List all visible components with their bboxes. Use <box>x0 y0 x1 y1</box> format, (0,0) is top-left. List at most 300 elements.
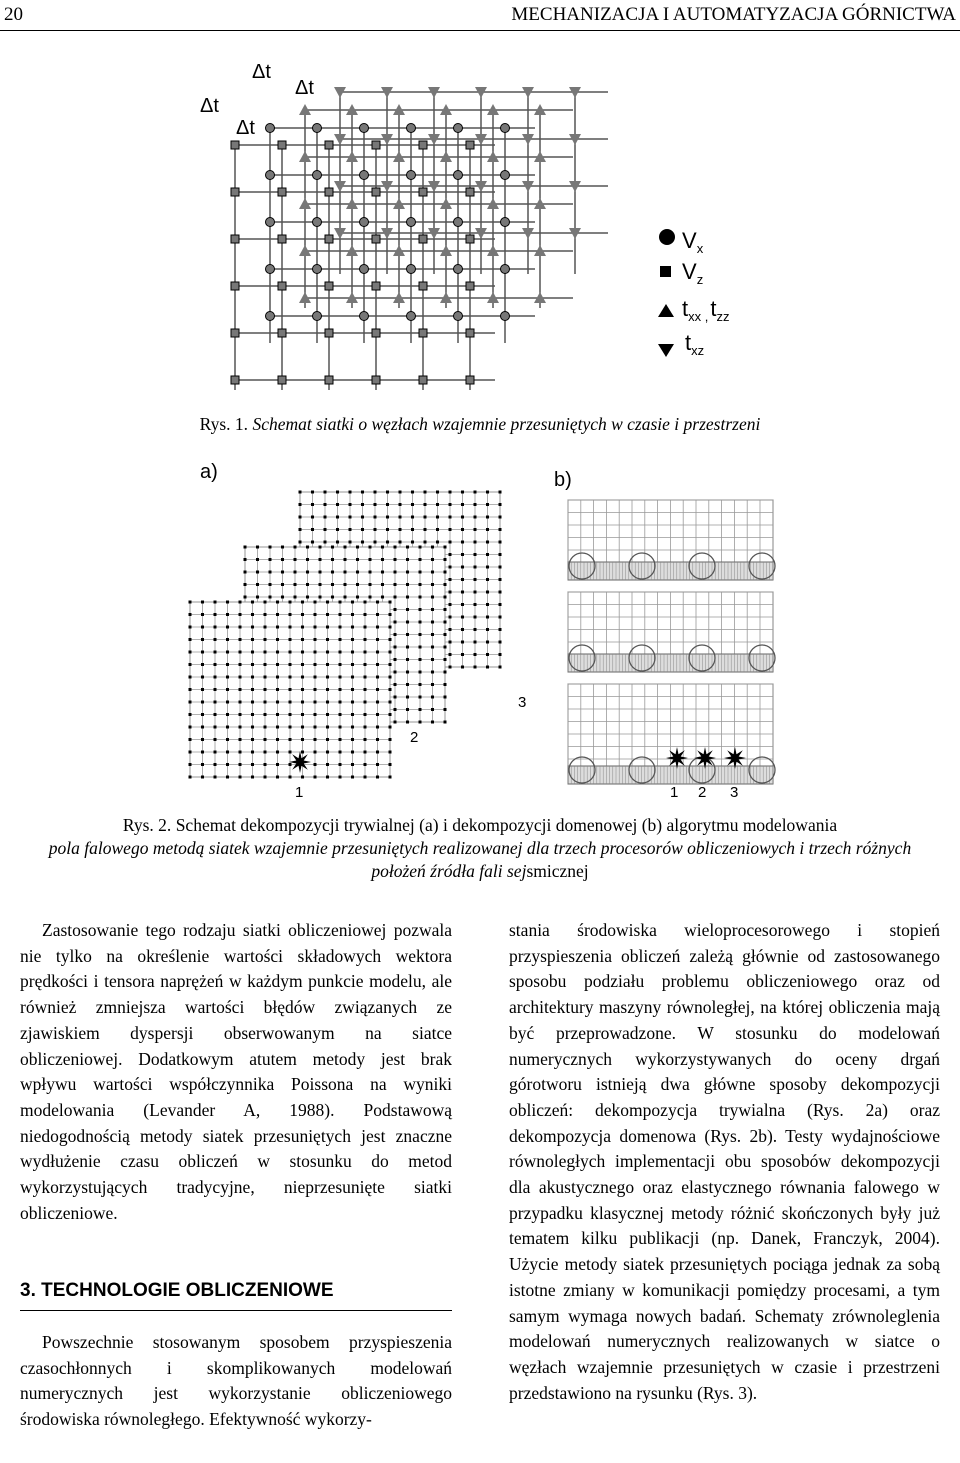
grid-node <box>314 776 317 779</box>
grid-node <box>419 621 422 624</box>
grid-node <box>394 621 397 624</box>
grid-node <box>474 666 477 669</box>
grid-node <box>394 721 397 724</box>
grid-node <box>449 528 452 531</box>
grid-node <box>486 591 489 594</box>
square-symbol-icon <box>660 266 671 277</box>
grid-node <box>499 566 502 569</box>
grid-node <box>376 738 379 741</box>
grid-node <box>276 626 279 629</box>
grid-node <box>326 663 329 666</box>
grid-node <box>419 558 422 561</box>
grid-node <box>294 558 297 561</box>
grid-node <box>189 713 192 716</box>
grid-node <box>264 688 267 691</box>
grid-node <box>449 666 452 669</box>
grid-node <box>344 583 347 586</box>
grid-node <box>239 601 242 604</box>
grid-node <box>239 626 242 629</box>
grid-node <box>239 701 242 704</box>
grid-node <box>474 553 477 556</box>
grid-node <box>444 621 447 624</box>
square-node-icon <box>278 376 286 384</box>
grid-node <box>336 528 339 531</box>
grid-node <box>419 658 422 661</box>
grid-node <box>226 651 229 654</box>
grid-node <box>394 546 397 549</box>
grid-node <box>276 713 279 716</box>
grid-node <box>431 671 434 674</box>
grid-node <box>226 613 229 616</box>
figure-1 <box>190 50 770 410</box>
grid-node <box>251 613 254 616</box>
grid-node <box>324 541 327 544</box>
grid-node <box>289 676 292 679</box>
grid-node <box>339 601 342 604</box>
grid-node <box>364 663 367 666</box>
grid-node <box>331 558 334 561</box>
circle-node-icon <box>501 265 510 274</box>
grid-node <box>306 571 309 574</box>
legend <box>658 228 729 358</box>
grid-node <box>239 663 242 666</box>
grid-node <box>299 516 302 519</box>
square-node-icon <box>466 376 474 384</box>
grid-node <box>449 541 452 544</box>
grid-node <box>376 651 379 654</box>
grid-node <box>226 726 229 729</box>
grid-node <box>226 763 229 766</box>
source-label: 1 <box>295 784 304 801</box>
grid-node <box>361 541 364 544</box>
grid-node <box>499 541 502 544</box>
grid-node <box>399 516 402 519</box>
square-node-icon <box>466 282 474 290</box>
grid-node <box>306 546 309 549</box>
grid-node <box>444 571 447 574</box>
grid-node <box>339 701 342 704</box>
grid-node <box>444 658 447 661</box>
circle-node-icon <box>266 171 275 180</box>
grid-node <box>461 491 464 494</box>
grid-node <box>289 763 292 766</box>
grid-node <box>461 566 464 569</box>
grid-node <box>319 571 322 574</box>
grid-node <box>349 491 352 494</box>
grid-node <box>386 528 389 531</box>
grid-node <box>201 626 204 629</box>
grid-node <box>394 646 397 649</box>
grid-node <box>289 651 292 654</box>
grid-node <box>314 726 317 729</box>
caption-tail: smicznej <box>526 861 589 881</box>
paragraph: Zastosowanie tego rodzaju siatki obliczeniowej pozwala nie tylko na określenie wartości składowych wektora prędkości i tensora naprężeń w każdym punkcie modelu, ale również zmniejsza wartości błędów związanych ze zjawiskiem dyspersji obserwowanym na siatce obliczeniowej. Dodatkowym atutem metody jest brak wpływu wartości współczynnika Poissona na wyniki modelowania (Levander A, 1988). Podstawową niedogodnością metody siatek przesuniętych jest znaczne wydłużenie czasu obliczeń w stosunku do metod wykorzystujących tradycyjne, nieprzesunięte siatki obliczeniowe. <box>20 920 452 1223</box>
grid-node <box>289 638 292 641</box>
grid-node <box>256 558 259 561</box>
grid-node <box>201 763 204 766</box>
grid-node <box>326 676 329 679</box>
grid-node <box>411 516 414 519</box>
square-node-icon <box>372 282 380 290</box>
grid-node <box>264 726 267 729</box>
grid-node <box>406 633 409 636</box>
grid-node <box>311 516 314 519</box>
grid-node <box>214 701 217 704</box>
grid-node <box>276 763 279 766</box>
grid-layer <box>334 87 608 274</box>
grid-node <box>374 516 377 519</box>
grid-node <box>301 713 304 716</box>
grid-node <box>406 646 409 649</box>
grid-node <box>356 546 359 549</box>
grid-node <box>339 688 342 691</box>
grid-node <box>406 658 409 661</box>
grid-node <box>499 528 502 531</box>
square-node-icon <box>278 235 286 243</box>
grid-node <box>431 608 434 611</box>
grid-node <box>431 596 434 599</box>
delta-label: Δt <box>295 77 314 99</box>
circle-node-icon <box>313 265 322 274</box>
grid-node <box>189 738 192 741</box>
grid-node <box>399 491 402 494</box>
grid-node <box>449 616 452 619</box>
grid-node <box>394 708 397 711</box>
grid-node <box>289 776 292 779</box>
grid-node <box>314 751 317 754</box>
grid-node <box>289 688 292 691</box>
grid-node <box>411 491 414 494</box>
grid-node <box>239 676 242 679</box>
grid-node <box>314 688 317 691</box>
grid-node <box>244 571 247 574</box>
grid-node <box>444 708 447 711</box>
grid-node <box>431 583 434 586</box>
source-label: 1 <box>670 784 679 801</box>
grid-node <box>364 751 367 754</box>
grid-node <box>251 601 254 604</box>
grid-node <box>389 688 392 691</box>
grid-node <box>289 713 292 716</box>
grid-node <box>406 583 409 586</box>
grid-node <box>314 613 317 616</box>
grid-node <box>239 751 242 754</box>
grid-node <box>276 688 279 691</box>
grid-node <box>474 528 477 531</box>
grid-node <box>311 528 314 531</box>
grid-node <box>226 701 229 704</box>
circle-node-icon <box>313 218 322 227</box>
grid-node <box>214 751 217 754</box>
grid-node <box>444 696 447 699</box>
square-node-icon <box>419 329 427 337</box>
grid-node <box>389 701 392 704</box>
grid-node <box>474 591 477 594</box>
grid-node <box>419 696 422 699</box>
grid-node <box>214 613 217 616</box>
grid-node <box>276 663 279 666</box>
grid-node <box>364 701 367 704</box>
grid-node <box>331 546 334 549</box>
grid-node <box>326 738 329 741</box>
grid-node <box>474 541 477 544</box>
grid-node <box>339 751 342 754</box>
grid-node <box>299 503 302 506</box>
grid-node <box>364 676 367 679</box>
grid-node <box>294 583 297 586</box>
grid-node <box>389 638 392 641</box>
grid-node <box>324 528 327 531</box>
grid-node <box>351 601 354 604</box>
grid-node <box>369 546 372 549</box>
square-node-icon <box>372 235 380 243</box>
grid-node <box>431 658 434 661</box>
grid-node <box>449 516 452 519</box>
grid-node <box>486 653 489 656</box>
grid-node <box>311 541 314 544</box>
grid-node <box>301 688 304 691</box>
grid-node <box>239 613 242 616</box>
grid-node <box>326 713 329 716</box>
grid-node <box>499 603 502 606</box>
grid-node <box>264 713 267 716</box>
grid-node <box>251 713 254 716</box>
grid-node <box>381 571 384 574</box>
square-node-icon <box>278 141 286 149</box>
grid-node <box>344 596 347 599</box>
square-node-icon <box>325 329 333 337</box>
grid-node <box>381 583 384 586</box>
grid-node <box>189 601 192 604</box>
source-star-icon <box>724 747 746 769</box>
grid-node <box>351 676 354 679</box>
grid-node <box>376 601 379 604</box>
square-node-icon <box>325 235 333 243</box>
grid-node <box>474 616 477 619</box>
grid-node <box>364 613 367 616</box>
grid-node <box>431 646 434 649</box>
grid-node <box>301 613 304 616</box>
grid-node <box>251 738 254 741</box>
grid-node <box>276 601 279 604</box>
grid-node <box>351 626 354 629</box>
grid-node <box>394 596 397 599</box>
figure-2-caption <box>30 814 930 883</box>
grid-node <box>499 503 502 506</box>
figure-1-caption <box>0 414 960 435</box>
grid-node <box>311 503 314 506</box>
grid-node <box>449 578 452 581</box>
grid-node <box>444 608 447 611</box>
grid-node <box>364 726 367 729</box>
grid-node <box>386 516 389 519</box>
grid-node <box>431 546 434 549</box>
grid-node <box>386 541 389 544</box>
grid-node <box>189 726 192 729</box>
grid-node <box>264 663 267 666</box>
legend-label-txz: $t_{xz}$ <box>685 330 705 358</box>
grid-node <box>301 638 304 641</box>
grid-node <box>394 696 397 699</box>
grid-node <box>406 696 409 699</box>
grid-node <box>264 738 267 741</box>
square-node-icon <box>419 376 427 384</box>
grid-node <box>201 713 204 716</box>
grid-node <box>336 516 339 519</box>
grid-node <box>281 571 284 574</box>
grid-node <box>351 701 354 704</box>
grid-node <box>214 638 217 641</box>
grid-node <box>461 516 464 519</box>
grid-node <box>276 638 279 641</box>
source-star-icon <box>289 751 311 773</box>
grid-node <box>189 613 192 616</box>
grid-node <box>351 713 354 716</box>
grid-node <box>201 751 204 754</box>
grid-node <box>444 646 447 649</box>
grid-node <box>361 503 364 506</box>
grid-node <box>339 638 342 641</box>
grid-node <box>406 546 409 549</box>
grid-node <box>474 628 477 631</box>
grid-node <box>364 776 367 779</box>
grid-node <box>431 621 434 624</box>
grid-node <box>376 763 379 766</box>
grid-node <box>406 708 409 711</box>
grid-node <box>419 708 422 711</box>
grid-node <box>324 491 327 494</box>
grid-node <box>499 591 502 594</box>
grid-node <box>214 651 217 654</box>
grid-node <box>269 546 272 549</box>
square-node-icon <box>325 376 333 384</box>
grid-node <box>264 626 267 629</box>
grid-node <box>326 751 329 754</box>
circle-node-icon <box>454 218 463 227</box>
grid-node <box>449 553 452 556</box>
circle-node-icon <box>360 171 369 180</box>
grid-node <box>336 541 339 544</box>
grid-node <box>376 776 379 779</box>
grid-node <box>331 596 334 599</box>
grid-node <box>251 676 254 679</box>
grid-node <box>364 651 367 654</box>
grid-node <box>201 638 204 641</box>
grid-node <box>499 491 502 494</box>
square-node-icon <box>231 141 239 149</box>
grid-node <box>189 638 192 641</box>
grid-node <box>314 651 317 654</box>
grid-node <box>431 721 434 724</box>
grid-node <box>189 651 192 654</box>
grid-node <box>351 751 354 754</box>
grid-node <box>339 776 342 779</box>
circle-node-icon <box>266 265 275 274</box>
grid-node <box>499 628 502 631</box>
grid-node <box>381 596 384 599</box>
grid-node <box>406 558 409 561</box>
grid-node <box>251 651 254 654</box>
grid-node <box>326 726 329 729</box>
grid-node <box>264 601 267 604</box>
grid-node <box>389 676 392 679</box>
grid-node <box>351 688 354 691</box>
grid-node <box>239 688 242 691</box>
grid-node <box>449 491 452 494</box>
domain-strip <box>568 592 775 672</box>
circle-node-icon <box>454 124 463 133</box>
grid-node <box>449 603 452 606</box>
panel-label-b: b) <box>554 469 572 491</box>
grid-node <box>444 583 447 586</box>
grid-node <box>431 571 434 574</box>
grid-node <box>289 601 292 604</box>
grid-node <box>389 776 392 779</box>
grid-node <box>394 558 397 561</box>
grid-node <box>461 641 464 644</box>
grid-node <box>189 626 192 629</box>
grid-node <box>301 663 304 666</box>
grid-node <box>419 721 422 724</box>
grid-node <box>301 738 304 741</box>
grid-node <box>326 688 329 691</box>
grid-node <box>264 638 267 641</box>
caption-prefix: Rys. 1. <box>199 414 249 434</box>
grid-node <box>369 583 372 586</box>
grid-node <box>201 651 204 654</box>
grid-node <box>239 726 242 729</box>
grid-node <box>331 583 334 586</box>
grid-node <box>314 713 317 716</box>
grid-node <box>376 638 379 641</box>
grid-node <box>314 763 317 766</box>
grid-node <box>276 751 279 754</box>
square-node-icon <box>466 141 474 149</box>
grid-node <box>214 726 217 729</box>
grid-node <box>226 713 229 716</box>
grid-node <box>239 713 242 716</box>
grid-node <box>226 751 229 754</box>
grid-node <box>394 633 397 636</box>
grid-node <box>214 663 217 666</box>
domain-strip <box>568 684 775 784</box>
grid-node <box>436 541 439 544</box>
grid-node <box>499 653 502 656</box>
square-node-icon <box>325 282 333 290</box>
grid-node <box>369 571 372 574</box>
grid-node <box>344 571 347 574</box>
grid-node <box>301 651 304 654</box>
grid-node <box>351 738 354 741</box>
grid-node <box>486 641 489 644</box>
delta-label: Δt <box>236 117 255 139</box>
grid-node <box>264 676 267 679</box>
grid-node <box>474 653 477 656</box>
grid-node <box>306 558 309 561</box>
grid-node <box>314 663 317 666</box>
square-node-icon <box>231 235 239 243</box>
grid-node <box>201 726 204 729</box>
legend-label-txx-tzz: $t_{xx ,}t_{zz}$ <box>682 296 730 324</box>
circle-node-icon <box>501 218 510 227</box>
grid-node <box>276 613 279 616</box>
grid-node <box>411 503 414 506</box>
grid-node <box>436 528 439 531</box>
circle-node-icon <box>313 171 322 180</box>
grid-node <box>314 738 317 741</box>
grid-node <box>319 558 322 561</box>
grid-node <box>486 578 489 581</box>
